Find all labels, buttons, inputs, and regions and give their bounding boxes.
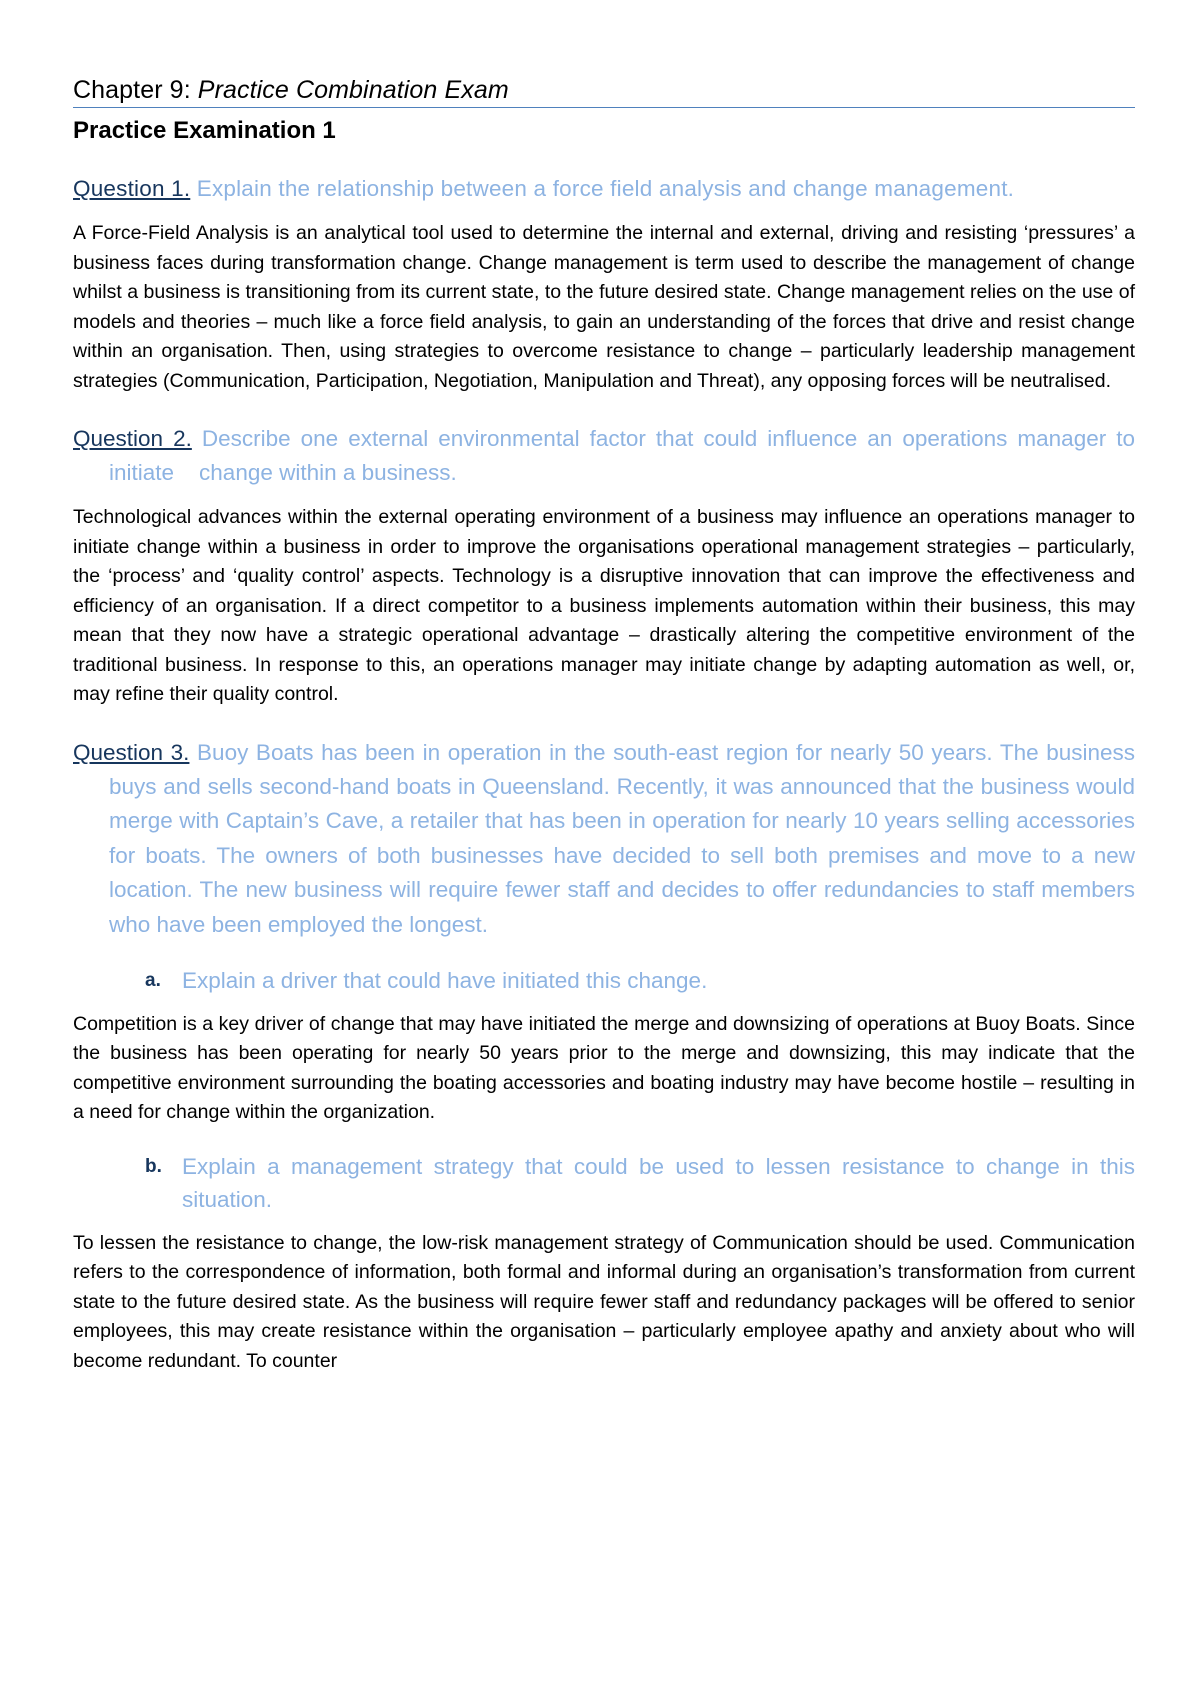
question-3-text: Buoy Boats has been in operation in the south-east region for nearly 50 years. The business buys and sells second-hand boats in Queensland. Recently, it was announced that the business would merge with Captain’s Cave, a retailer that has been in operation for nearly 10 years selling accessories for boats. The owners of both businesses have decided to sell both premises and move to a new location. The new business will require fewer staff and decides to offer redundancies to staff members who have been employed the longest. xyxy=(109,739,1136,937)
question-3b-letter: b. xyxy=(145,1155,162,1177)
question-1-label: Question 1. xyxy=(73,176,191,201)
question-2 xyxy=(73,422,1142,490)
chapter-heading xyxy=(73,75,1135,108)
exam-title: Practice Examination 1 xyxy=(73,117,336,144)
chapter-prefix: Chapter 9: xyxy=(73,76,198,104)
question-1-text: Explain the relationship between a force field analysis and change management. xyxy=(190,176,1015,201)
answer-3b: To lessen the resistance to change, the low-risk management strategy of Communication should be used. Communication refers to the correspondence of information, both formal and informal during an organisation’s transformation from current state to the future desired state. As the business will require fewer staff and redundancy packages will be offered to senior employees, this may create resistance within the organisation – particularly employee apathy and anxiety about who will become redundant. To counter xyxy=(73,1231,1135,1372)
answer-3a: Competition is a key driver of change that may have initiated the merge and downsizing of operations at Buoy Boats. Since the business has been operating for nearly 50 years prior to the merge and downsizing, this may indicate that the competitive environment surrounding the boating accessories and boating industry may have become hostile – resulting in a need for change within the organization. xyxy=(73,1012,1135,1124)
question-3-label: Question 3. xyxy=(73,739,190,765)
question-1 xyxy=(73,172,1135,206)
question-2-label: Question 2. xyxy=(73,426,192,451)
question-3b xyxy=(73,1150,1135,1216)
question-3b-text: Explain a management strategy that could be used to lessen resistance to change in this situation. xyxy=(182,1153,1135,1212)
question-2-text: Describe one external environmental factor that could influence an operations manager to initiate change within a business. xyxy=(109,426,1142,485)
question-3a-letter: a. xyxy=(145,969,161,991)
chapter-title: Practice Combination Exam xyxy=(197,76,509,104)
question-3 xyxy=(73,736,1135,942)
question-3a xyxy=(73,964,1135,997)
answer-2: Technological advances within the external operating environment of a business may influence an operations manager to initiate change within a business in order to improve the organisations operational management strategies – particularly, the ‘process’ and ‘quality control’ aspects. Technology is a disruptive innovation that can improve the effectiveness and efficiency of an organisation. If a direct competitor to a business implements automation within their business, this may mean that they now have a strategic operational advantage – drastically altering the competitive environment of the traditional business. In response to this, an operations manager may initiate change by adapting automation as well, or, may refine their quality control. xyxy=(73,506,1135,705)
answer-1: A Force-Field Analysis is an analytical tool used to determine the internal and external, driving and resisting ‘pressures’ a business faces during transformation change. Change management is term used to describe the management of change whilst a business is transitioning from its current state, to the future desired state. Change management relies on the use of models and theories – much like a force field analysis, to gain an understanding of the forces that drive and resist change within an organisation. Then, using strategies to overcome resistance to change – particularly leadership management strategies (Communication, Participation, Negotiation, Manipulation and Threat), any opposing forces will be neutralised. xyxy=(73,222,1135,392)
document-page xyxy=(73,75,1142,1376)
question-3a-text: Explain a driver that could have initiated this change. xyxy=(182,967,708,993)
